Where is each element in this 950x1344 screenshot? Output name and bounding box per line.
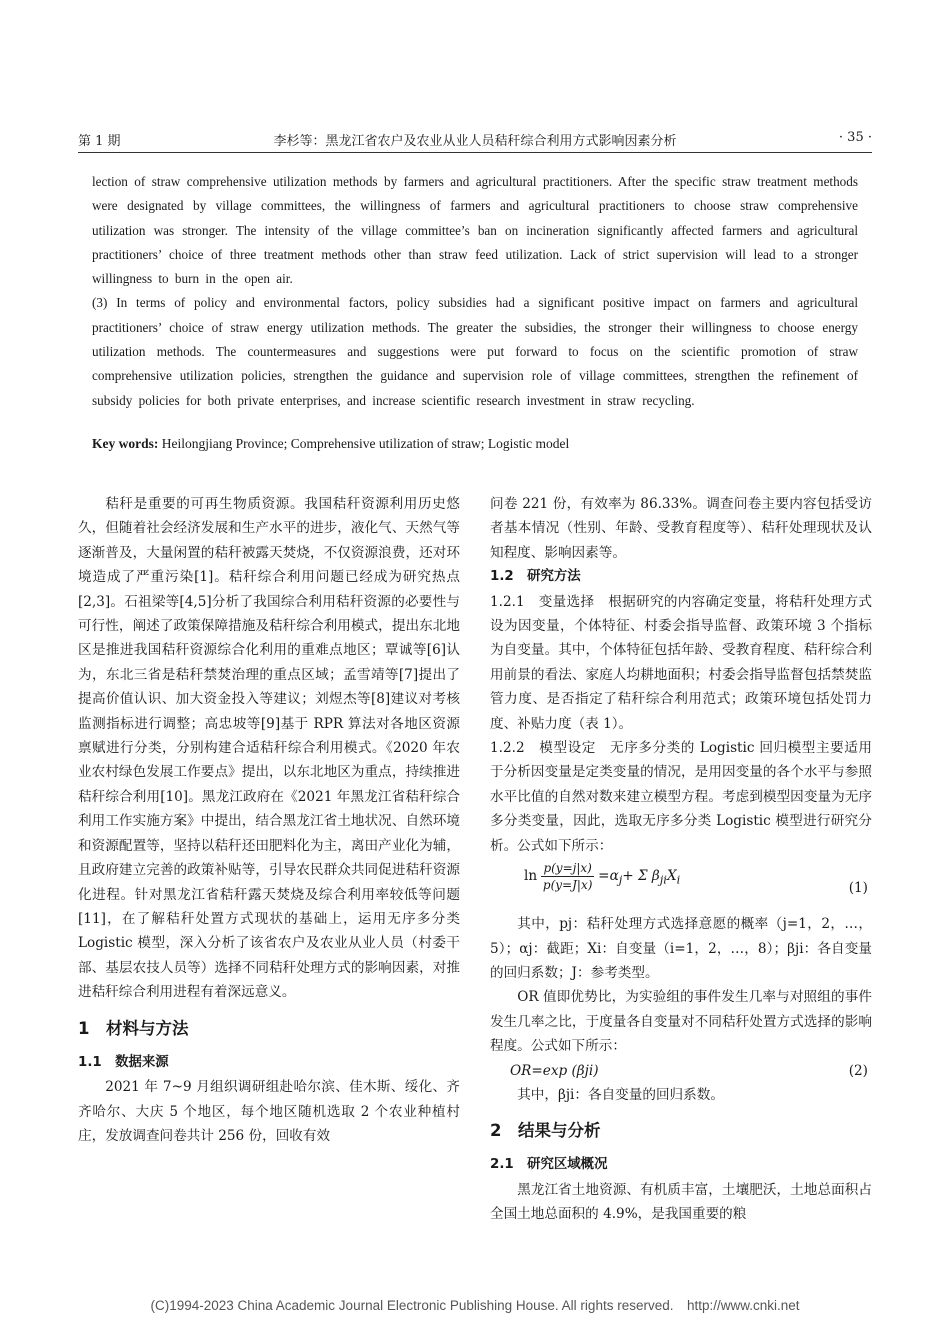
equation-1-formula: ln $\frac{p(y=j|x)}{p(y=J|x)}$ $=\alpha_j+ \Sigma$ $\beta_{ji}X_i$ — [524, 861, 681, 893]
section-heading-2: 2 结果与分析 — [490, 1120, 601, 1140]
section-heading-1: 1 材料与方法 — [78, 1018, 189, 1038]
equation-1-description: 其中，pj：秸秆处理方式选择意愿的概率（j=1，2，…，5）；αj：截距；Xi：自变量（i=1，2，…，8）；βji：各自变量的回归系数；J：参考类型。 — [490, 916, 872, 981]
subsection-heading-1-2: 1.2 研究方法 — [490, 569, 581, 585]
region-paragraph: 黑龙江省土地资源、有机质丰富，土壤肥沃，土地总面积占全国土地总面积的 4.9%，是我国重要的粮 — [490, 1181, 872, 1223]
subsection-heading-1-1: 1.1 数据来源 — [78, 1054, 169, 1070]
left-column — [78, 492, 460, 1149]
variable-selection-paragraph: 1.2.1 变量选择 根据研究的内容确定变量，将秸秆处理方式设为因变量，个体特征、村委会指导监督、政策环境 3 个指标为自变量。其中，个体特征包括年龄、受教育程度、秸秆综合利用前景的看法、家庭人均耕地面积；村委会指导监督包括禁焚监管力度、是否指定了秸秆综合利用范式；政策环境包括处罚力度、补贴力度（表 1）。 — [490, 593, 872, 732]
english-abstract — [92, 170, 858, 413]
abstract-paragraph: lection of straw comprehensive utilization methods by farmers and agricultural practitioners. After the specific straw treatment methods were designated by village committees, the willingness of farmers and agricultural practitioners to choose straw comprehensive utilization was stronger. The intensity of the village committee’s ban on incineration significantly affected farmers and agricultural practitioners’ choice of three treatment methods other than straw feed utilization. Lack of strict supervision will lead to a stronger willingness to burn in the open air. — [92, 174, 858, 287]
equation-1-number: (1) — [848, 880, 868, 897]
equation-2-description: 其中，βji：各自变量的回归系数。 — [517, 1086, 724, 1103]
equation-2-formula: OR=exp (βji) — [510, 1062, 599, 1079]
issue-label: 第 1 期 — [78, 134, 121, 149]
equation-2 — [490, 1059, 872, 1083]
header-rule — [78, 152, 872, 153]
intro-paragraph: 秸秆是重要的可再生物质资源。我国秸秆资源利用历史悠久，但随着社会经济发展和生产水平的进步，液化气、天然气等逐渐普及，大量闲置的秸秆被露天焚烧，不仅资源浪费，还对环境造成了严重污染[1]。秸秆综合利用问题已经成为研究热点[2,3]。石祖梁等[4,5]分析了我国综合利用秸秆资源的必要性与可行性，阐述了政策保障措施及秸秆综合利用模式，提出东北地区是推进我国秸秆资源综合化利用的重难点地区；覃诚等[6]认为，东北三省是秸秆禁焚治理的重点区域；孟雪靖等[7]提出了提高价值认识、加大资金投入等建议；刘煜杰等[8]建议对考核监测指标进行调整；高忠坡等[9]基于 RPR 算法对各地区资源禀赋进行分类，分别构建合适秸秆综合利用模式。《2020 年农业农村绿色发展工作要点》提出，以东北地区为重点，持续推进秸秆综合利用[10]。黑龙江政府在《2021 年黑龙江省秸秆综合利用工作实施方案》中提出，结合黑龙江省土地状况、自然环境和资源配置等，坚持以秸秆还田肥料化为主，离田产业化为辅，且政府建立完善的政策补贴等，引导农民群众共同促进秸秆资源化进程。针对黑龙江省秸秆露天焚烧及综合利用率较低等问题[11]，在了解秸秆处置方式现状的基础上，运用无序多分类 Logistic 模型，深入分析了该省农户及农业从业人员（村委干部、基层农技人员等）选择不同秸秆处理方式的影响因素，对推进秸秆综合利用进程有着深远意义。 — [78, 496, 460, 1001]
abstract-paragraph: (3) In terms of policy and environmental factors, policy subsidies had a significant positive impact on farmers and agricultural practitioners’ choice of straw energy utilization methods. The greater the subsidies, the stronger their willingness to choose energy utilization methods. The countermeasures and suggestions were put forward to focus on the scientific promotion of straw comprehensive utilization policies, strengthen the guidance and supervision role of village committees, strengthen the refinement of subsidy policies for both private enterprises, and increase scientific research investment in straw recycling. — [92, 295, 858, 408]
odds-ratio-paragraph: OR 值即优势比，为实验组的事件发生几率与对照组的事件发生几率之比，于度量各自变量对不同秸秆处置方式选择的影响程度。公式如下所示： — [490, 989, 872, 1055]
subsection-heading-2-1: 2.1 研究区域概况 — [490, 1157, 608, 1173]
model-setting-paragraph: 1.2.2 模型设定 无序多分类的 Logistic 回归模型主要适用于分析因变量是定类变量的情况，是用因变量的各个水平与参照水平比值的自然对数来建立模型方程。考虑到模型因变量为无序多分类变量，因此，选取无序多分类 Logistic 模型进行研究分析。公式如下所示： — [490, 740, 872, 854]
running-title: 李杉等：黑龙江省农户及农业从业人员秸秆综合利用方式影响因素分析 — [273, 134, 677, 149]
right-column — [490, 492, 872, 1227]
equation-2-number: (2) — [848, 1062, 868, 1079]
keywords-label: Key words: — [92, 436, 159, 451]
page-number: · 35 · — [838, 130, 872, 145]
running-header — [78, 126, 872, 150]
data-source-paragraph: 2021 年 7~9 月组织调研组赴哈尔滨、佳木斯、绥化、齐齐哈尔、大庆 5 个地区，每个地区随机选取 2 个农业种植村庄，发放调查问卷共计 256 份，回收有效 — [78, 1079, 460, 1145]
keywords-text: Heilongjiang Province; Comprehensive utilization of straw; Logistic model — [161, 436, 570, 451]
keywords — [92, 436, 858, 452]
survey-paragraph: 问卷 221 份，有效率为 86.33%。调查问卷主要内容包括受访者基本情况（性别、年龄、受教育程度等）、秸秆处理现状及认知程度、影响因素等。 — [490, 496, 872, 561]
equation-1 — [490, 858, 872, 912]
copyright-footer: (C)1994-2023 China Academic Journal Electronic Publishing House. All rights reserved. http://www.cnki.net — [150, 1298, 800, 1313]
